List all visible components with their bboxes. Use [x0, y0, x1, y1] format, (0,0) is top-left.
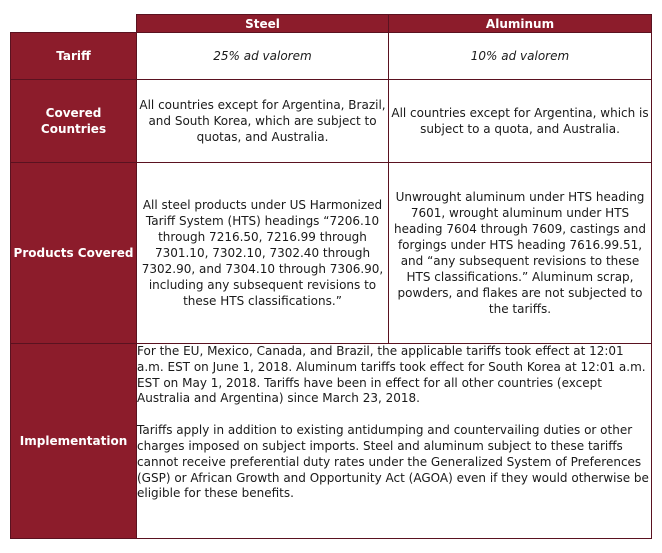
aluminum-products-cell: Unwrought aluminum under HTS heading 7601, wrought aluminum under HTS heading 7604 through 7609, castings and forgings under HTS heading 7616.99.51, and “any subsequent revisions to these HTS classifications.” Aluminum scrap, powders, and flakes are not subjected to the tariffs. — [389, 163, 652, 344]
tariff-row — [11, 33, 652, 80]
products-covered-row — [11, 163, 652, 344]
implementation-paragraph-2: Tariffs apply in addition to existing antidumping and countervailing duties or other charges imposed on subject imports. Steel and aluminum subject to these tariffs cannot receive preferential duty rates under the Generalized System of Preferences (GSP) or African Growth and Opportunity Act (AGOA) even if they would otherwise be eligible for these benefits. — [137, 423, 649, 501]
covered-countries-row-label: Covered Countries — [11, 80, 137, 163]
aluminum-column-header: Aluminum — [389, 15, 652, 33]
aluminum-countries-cell: All countries except for Argentina, which is subject to a quota, and Australia. — [389, 80, 652, 163]
steel-countries-cell: All countries except for Argentina, Brazil, and South Korea, which are subject to quotas, and Australia. — [137, 80, 389, 163]
tariff-row-label: Tariff — [11, 33, 137, 80]
header-row — [11, 15, 652, 33]
implementation-paragraph-1: For the EU, Mexico, Canada, and Brazil, the applicable tariffs took effect at 12:01 a.m. EST on June 1, 2018. Aluminum tariffs took effect for South Korea at 12:01 a.m. EST on May 1, 2018. Tariffs have been in effect for all other countries (except Australia and Argentina) since March 23, 2018. — [137, 344, 646, 406]
implementation-row-label: Implementation — [11, 344, 137, 539]
covered-countries-row — [11, 80, 652, 163]
steel-column-header: Steel — [137, 15, 389, 33]
implementation-cell — [137, 344, 652, 539]
steel-tariff-cell: 25% ad valorem — [137, 33, 389, 80]
products-covered-row-label: Products Covered — [11, 163, 137, 344]
steel-products-cell: All steel products under US Harmonized Tariff System (HTS) headings “7206.10 through 7216.50, 7216.99 through 7301.10, 7302.10, 7302.40 through 7302.90, and 7304.10 through 7306.90, including any subsequent revisions to these HTS classifications.” — [137, 163, 389, 344]
tariff-comparison-table — [10, 14, 652, 539]
corner-cell — [11, 15, 137, 33]
implementation-row — [11, 344, 652, 539]
aluminum-tariff-cell: 10% ad valorem — [389, 33, 652, 80]
